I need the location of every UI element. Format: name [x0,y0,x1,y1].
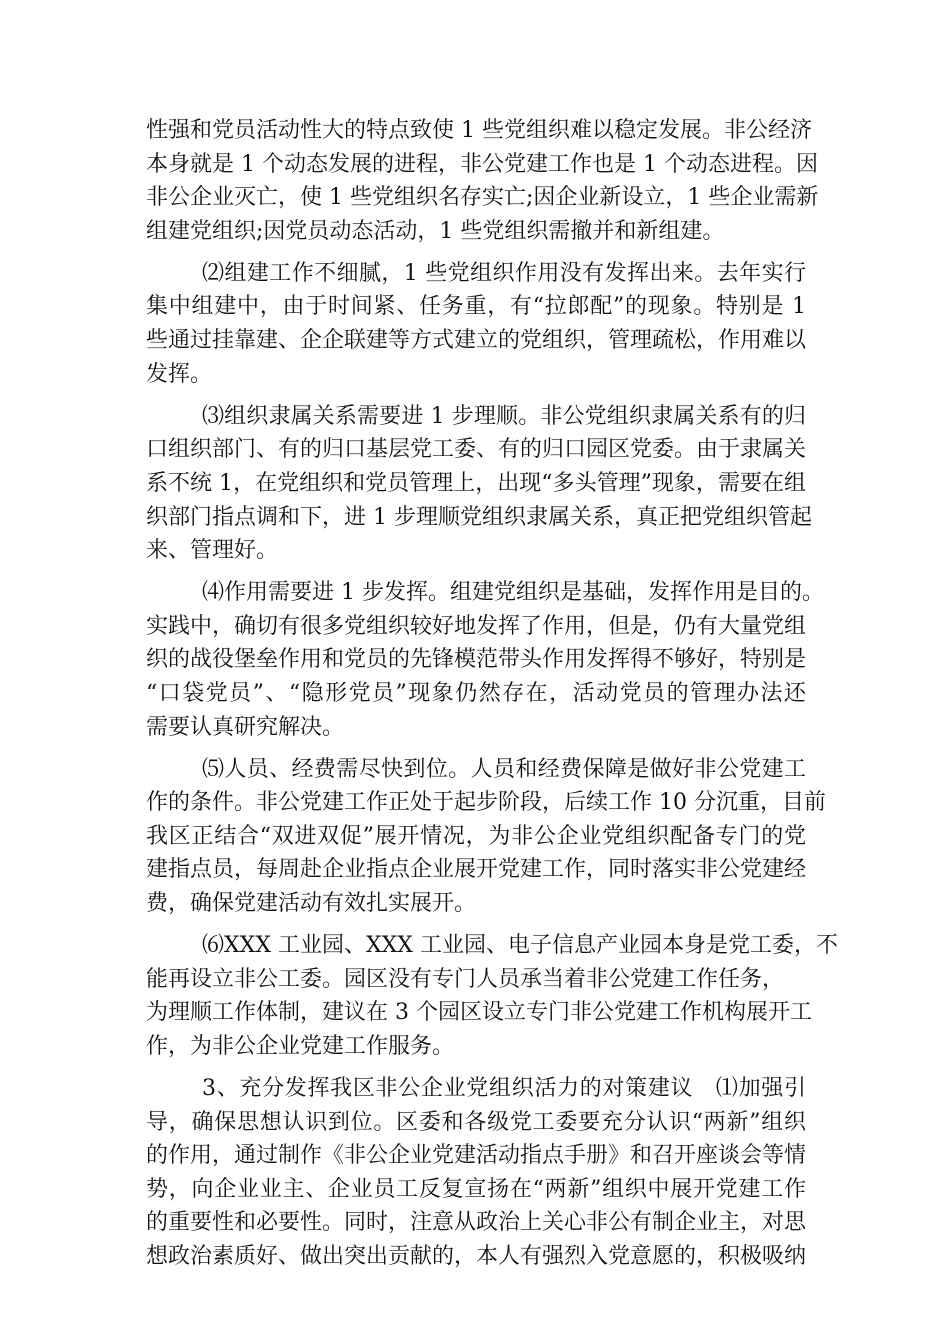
text-line: 3、充分发挥我区非公企业党组织活力的对策建议 ⑴加强引 [202,1076,806,1102]
text-line: 集中组建中，由于时间紧、任务重，有“拉郎配”的现象。特别是 1 [146,294,806,320]
paragraph-4 [146,753,826,921]
text-line: 性强和党员活动性大的特点致使 1 些党组织难以稳定发展。非公经济 [146,118,812,143]
text-line: ⑶组织隶属关系需要进 1 步理顺。非公党组织隶属关系有的归 [202,403,806,429]
text-line: 口组织部门、有的归口基层党工委、有的归口园区党委。由于隶属关 [146,437,807,463]
text-line: 组建党组织;因党员动态活动，1 些党组织需撤并和新组建。 [146,218,725,244]
text-line: 费，确保党建活动有效扎实展开。 [146,891,477,917]
text-line: 我区正结合“双进双促”展开情况，为非公企业党组织配备专门的党 [146,823,806,849]
text-line: 非公企业灭亡，使 1 些党组织名存实亡;因企业新设立，1 些企业需新 [146,185,819,211]
paragraph-5 [146,929,838,1063]
text-line: 的作用，通过制作《非公企业党建活动指点手册》和召开座谈会等情 [146,1143,807,1169]
text-line: 想政治素质好、做出突出贡献的，本人有强烈入党意愿的，积极吸纳 [146,1244,807,1269]
text-line: 实践中，确切有很多党组织较好地发挥了作用，但是，仍有大量党组 [146,613,807,639]
text-line: 能再设立非公工委。园区没有专门人员承当着非公党建工作任务， [146,966,785,992]
text-line: 织的战役堡垒作用和党员的先锋模范带头作用发挥得不够好，特别是 [146,647,807,673]
text-line: 势，向企业业主、企业员工反复宣扬在“两新”组织中展开党建工作 [146,1176,806,1202]
text-line: 来、管理好。 [146,538,279,564]
text-line: 发挥。 [146,361,213,387]
paragraph-3 [146,576,824,744]
text-line: 织部门指点调和下，进 1 步理顺党组织隶属关系，真正把党组织管起 [146,504,812,530]
text-line: ⑷作用需要进 1 步发挥。组建党组织是基础，发挥作用是目的。 [202,580,824,606]
paragraph-6 [146,1072,806,1274]
text-line: 本身就是 1 个动态发展的进程，非公党建工作也是 1 个动态进程。因 [146,151,818,177]
text-line: 作，为非公企业党建工作服务。 [146,1033,455,1059]
text-line: 建指点员，每周赴企业指点企业展开党建工作，同时落实非公党建经 [146,857,807,883]
text-line: 些通过挂靠建、企企联建等方式建立的党组织，管理疏松，作用难以 [146,328,807,354]
text-line: ⑸人员、经费需尽快到位。人员和经费保障是做好非公党建工 [202,756,806,782]
text-line: 为理顺工作体制，建议在 3 个园区设立专门非公党建工作机构展开工 [146,1000,812,1026]
text-line: 作的条件。非公党建工作正处于起步阶段，后续工作 10 分沉重，目前 [146,790,826,816]
text-line: 系不统 1，在党组织和党员管理上，出现“多头管理”现象，需要在组 [146,470,806,496]
text-line: ⑹XXX 工业园、XXX 工业园、电子信息产业园本身是党工委，不 [202,933,838,959]
text-line: ⑵组建工作不细腻，1 些党组织作用没有发挥出来。去年实行 [202,260,806,286]
document-body [146,114,838,1274]
text-line: “口袋党员”、“隐形党员”现象仍然存在，活动党员的管理办法还 [146,681,806,706]
paragraph-1 [146,257,806,391]
paragraph-2 [146,400,812,568]
text-line: 需要认真研究解决。 [146,714,345,740]
text-line: 导，确保思想认识到位。区委和各级党工委要充分认识“两新”组织 [146,1109,806,1135]
text-line: 的重要性和必要性。同时，注意从政治上关心非公有制企业主，对思 [146,1210,807,1236]
paragraph-0 [146,114,819,248]
